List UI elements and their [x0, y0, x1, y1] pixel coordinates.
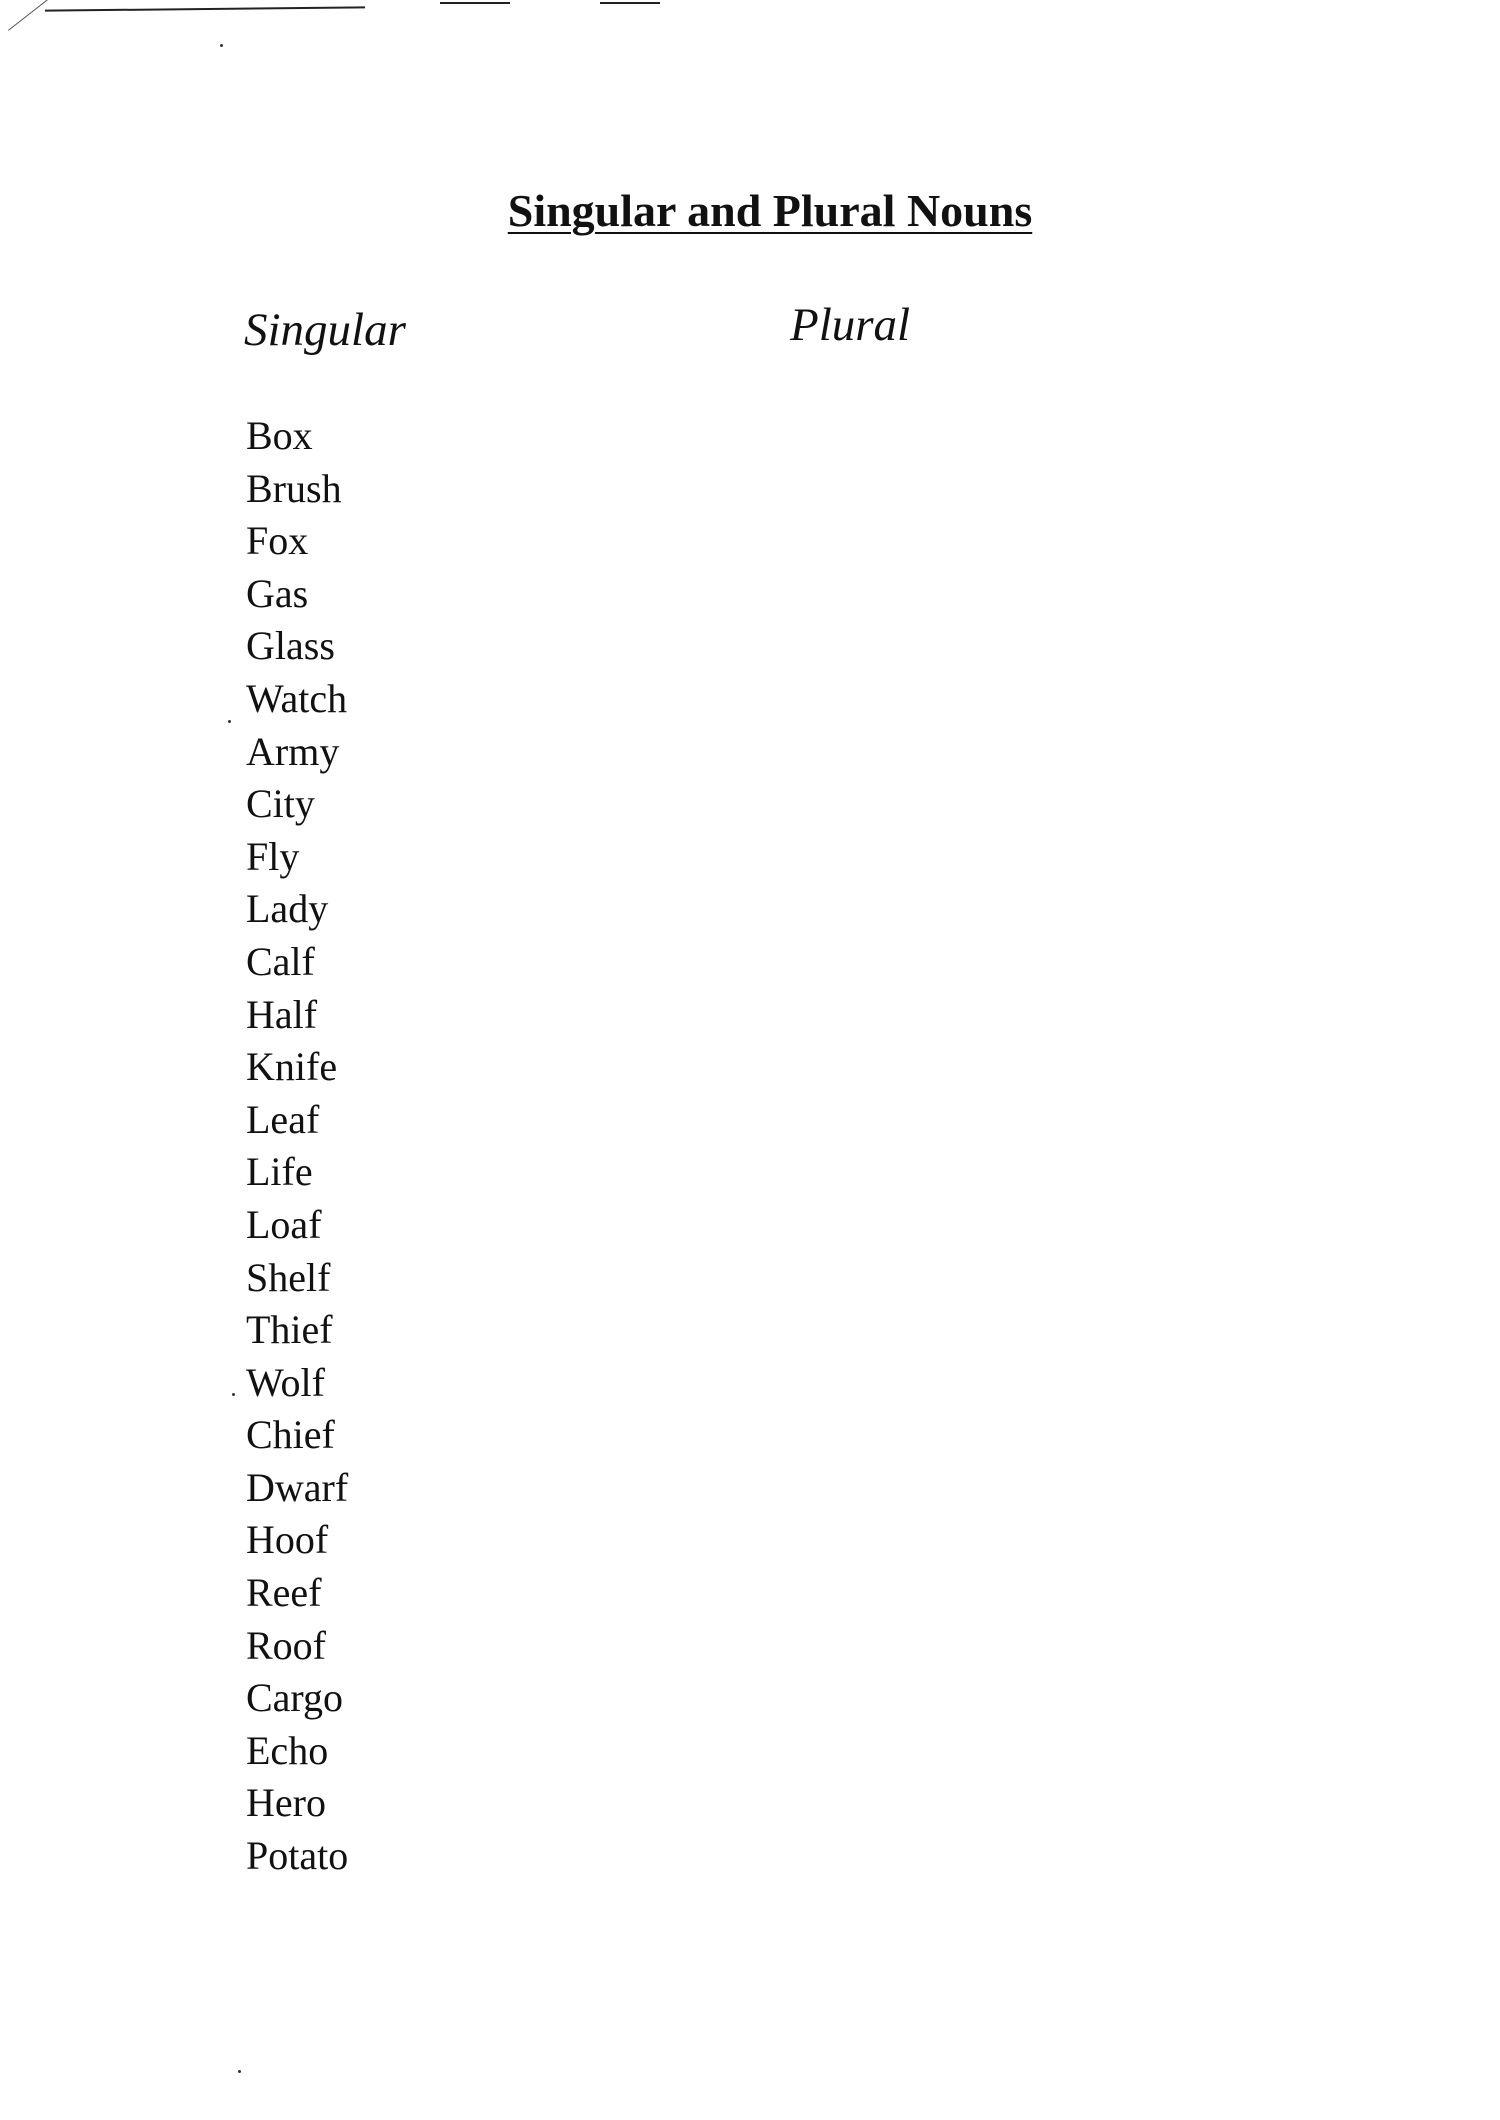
list-item: Fly: [246, 833, 300, 879]
list-item: Shelf: [246, 1254, 331, 1300]
list-item: Echo: [246, 1727, 329, 1773]
list-item: Dwarf: [246, 1464, 349, 1510]
scan-speck: [232, 1393, 235, 1396]
scan-artifact-line: [600, 2, 660, 4]
list-item: Box: [246, 413, 313, 458]
column-header-plural: Plural: [790, 299, 911, 351]
scan-speck: [238, 2070, 241, 2073]
list-item: Leaf: [246, 1096, 320, 1142]
scan-artifact-line: [45, 6, 365, 11]
list-item: City: [246, 781, 315, 827]
list-item: Wolf: [246, 1359, 325, 1405]
page-title-text: Singular and Plural Nouns: [507, 185, 1033, 236]
list-item: Cargo: [246, 1675, 344, 1721]
list-item: Brush: [246, 465, 342, 511]
page-title: [0, 183, 1500, 239]
list-item: Lady: [246, 886, 329, 932]
list-item: Gas: [246, 570, 309, 616]
list-item: Hoof: [246, 1517, 329, 1563]
list-item: Thief: [246, 1307, 333, 1353]
list-item: Watch: [246, 675, 348, 721]
list-item: Roof: [246, 1622, 326, 1668]
list-item: Knife: [246, 1044, 338, 1090]
list-item: Loaf: [246, 1201, 322, 1247]
list-item: Life: [246, 1149, 313, 1195]
scan-speck: [220, 44, 223, 47]
scan-speck: [228, 720, 231, 723]
column-header-singular: Singular: [244, 304, 406, 356]
list-item: Fox: [246, 518, 309, 564]
list-item: Reef: [246, 1570, 322, 1616]
scan-artifact-line: [440, 2, 510, 4]
singular-word-list: [246, 410, 348, 1883]
list-item: Half: [246, 991, 318, 1037]
list-item: Army: [246, 728, 340, 774]
list-item: Calf: [246, 938, 315, 984]
list-item: Hero: [246, 1780, 326, 1826]
list-item: Potato: [246, 1833, 349, 1879]
list-item: Chief: [246, 1412, 335, 1458]
scan-artifact-slash: [8, 0, 56, 31]
list-item: Glass: [246, 623, 335, 669]
